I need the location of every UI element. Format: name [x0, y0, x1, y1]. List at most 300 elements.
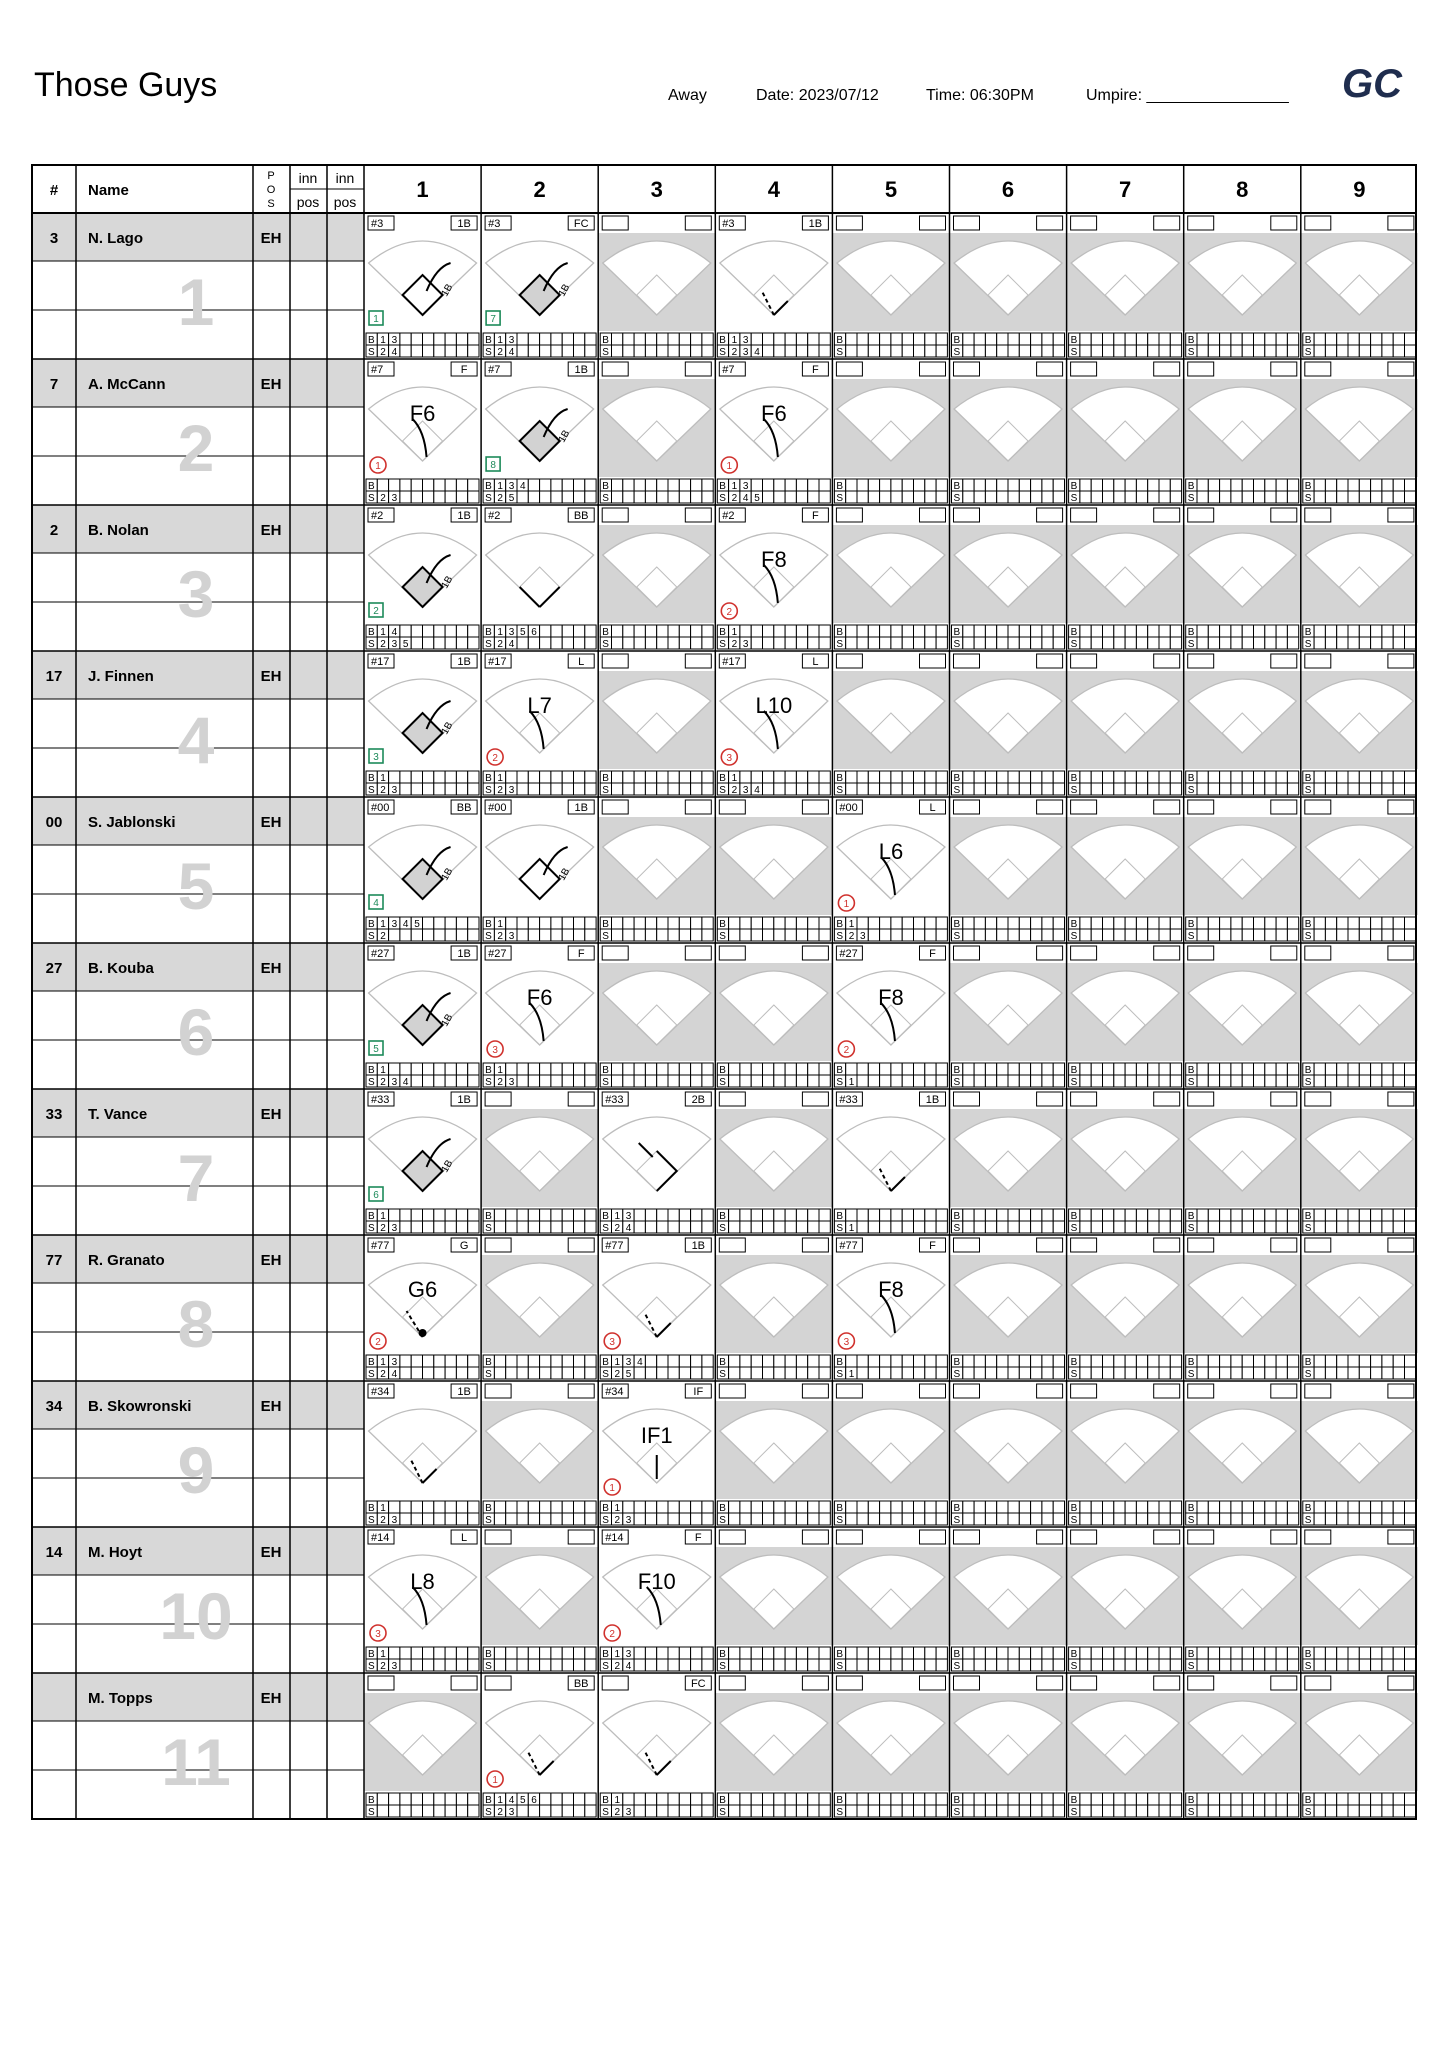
count-box	[668, 783, 679, 795]
count-box	[1220, 1209, 1231, 1221]
count-box	[400, 1367, 411, 1379]
count-box	[808, 917, 819, 929]
count-box	[1359, 1209, 1370, 1221]
count-box	[456, 479, 467, 491]
count-box	[528, 333, 539, 345]
count-box	[751, 1501, 762, 1513]
strike-label: S	[719, 931, 726, 942]
strike-label: S	[953, 1807, 961, 1818]
count-box	[574, 1209, 585, 1221]
count-box	[808, 1659, 819, 1671]
count-box	[936, 1793, 947, 1805]
count-box	[585, 1793, 596, 1805]
out-number: 3	[843, 1337, 850, 1348]
run-number: 7	[490, 314, 496, 325]
count-box	[445, 625, 456, 637]
count-box	[1220, 333, 1231, 345]
player-number: 77	[45, 1252, 63, 1269]
count-box	[668, 625, 679, 637]
count-box	[1125, 479, 1136, 491]
count-box	[494, 1647, 505, 1659]
at-bat-cell	[1301, 651, 1418, 797]
count-box	[585, 1659, 596, 1671]
count-box	[1325, 1367, 1336, 1379]
player-name: M. Topps	[88, 1690, 153, 1707]
ball-label: B	[602, 1795, 609, 1806]
count-box	[868, 1793, 879, 1805]
count-box	[1091, 625, 1102, 637]
count-box	[751, 917, 762, 929]
count-box	[774, 783, 785, 795]
count-box	[585, 637, 596, 649]
count-box	[936, 1063, 947, 1075]
count-box	[1170, 1221, 1181, 1233]
count-box	[1254, 1501, 1265, 1513]
count-box	[1220, 1355, 1231, 1367]
result-code: BB	[573, 1678, 589, 1690]
count-box	[1114, 345, 1125, 357]
count-box	[1325, 1355, 1336, 1367]
count-box	[691, 637, 702, 649]
count-box	[400, 333, 411, 345]
batter-box	[719, 1238, 745, 1252]
at-bat-cell	[832, 505, 949, 651]
count-box	[1125, 1659, 1136, 1671]
strike-label: S	[485, 1369, 492, 1380]
count-box	[1405, 625, 1416, 637]
strike-label: S	[602, 639, 609, 650]
count-box	[1371, 1367, 1382, 1379]
batter-number: #14	[371, 1532, 390, 1544]
count-box	[1359, 1063, 1370, 1075]
ball-label: B	[485, 1503, 492, 1514]
strike-count: 2	[497, 785, 503, 796]
count-box	[1405, 1501, 1416, 1513]
at-bat-cell	[1184, 1381, 1301, 1527]
player-position: EH	[260, 230, 282, 247]
out-number: 3	[726, 753, 733, 764]
ball-label: B	[1304, 1795, 1312, 1806]
count-box	[868, 1805, 879, 1817]
count-box	[1382, 1501, 1393, 1513]
count-box	[423, 929, 434, 941]
count-box	[1031, 1513, 1042, 1525]
count-box	[936, 345, 947, 357]
count-box	[528, 1075, 539, 1087]
ball-label: B	[953, 1065, 961, 1076]
count-box	[468, 491, 479, 503]
count-box	[902, 1659, 913, 1671]
count-box	[1031, 929, 1042, 941]
count-box	[774, 1063, 785, 1075]
count-box	[1276, 1367, 1287, 1379]
strike-count: 3	[391, 1661, 398, 1672]
count-box	[445, 345, 456, 357]
count-box	[423, 917, 434, 929]
count-box	[1053, 1805, 1064, 1817]
strike-count: 2	[614, 1661, 621, 1672]
batter-box	[719, 1384, 745, 1398]
count-box	[914, 917, 925, 929]
strike-label: S	[368, 931, 375, 942]
strike-label: S	[368, 493, 375, 504]
count-box	[729, 1805, 740, 1817]
count-box	[423, 491, 434, 503]
count-box	[1208, 917, 1219, 929]
count-box	[702, 1355, 713, 1367]
count-box	[1287, 491, 1298, 503]
count-box	[645, 1513, 656, 1525]
count-box	[1371, 1221, 1382, 1233]
at-bat-cell	[1301, 943, 1418, 1089]
count-box	[551, 479, 562, 491]
count-box	[1231, 771, 1242, 783]
strike-count: 3	[508, 931, 515, 942]
count-box	[574, 625, 585, 637]
count-box	[679, 783, 690, 795]
count-box	[729, 1659, 740, 1671]
count-box	[634, 929, 645, 941]
count-box	[1080, 345, 1091, 357]
at-bat-cell	[832, 797, 949, 943]
count-box	[668, 1647, 679, 1659]
count-box	[808, 1355, 819, 1367]
result-code: FC	[690, 1678, 706, 1690]
strike-label: S	[485, 1077, 492, 1088]
count-box	[1208, 1647, 1219, 1659]
count-box	[914, 1793, 925, 1805]
count-box	[1080, 491, 1091, 503]
at-bat-cell	[364, 943, 481, 1089]
count-box	[796, 625, 807, 637]
count-box	[1337, 1355, 1348, 1367]
count-box	[1125, 1221, 1136, 1233]
count-box	[1053, 1063, 1064, 1075]
count-box	[774, 625, 785, 637]
count-box	[400, 1513, 411, 1525]
count-box	[1159, 917, 1170, 929]
count-box	[846, 783, 857, 795]
result-box	[1388, 508, 1414, 522]
count-box	[880, 783, 891, 795]
count-box	[411, 1513, 422, 1525]
count-box	[445, 1367, 456, 1379]
count-box	[997, 1647, 1008, 1659]
count-box	[846, 345, 857, 357]
count-box	[645, 1647, 656, 1659]
count-box	[1287, 917, 1298, 929]
count-box	[411, 491, 422, 503]
count-box	[528, 345, 539, 357]
count-box	[1008, 783, 1019, 795]
count-box	[400, 771, 411, 783]
count-box	[997, 1805, 1008, 1817]
count-box	[574, 1075, 585, 1087]
base-note: 1B	[556, 428, 573, 445]
count-box	[763, 637, 774, 649]
play-code: F6	[761, 401, 787, 426]
count-box	[1254, 771, 1265, 783]
count-box	[774, 917, 785, 929]
count-box	[868, 1075, 879, 1087]
player-row-band	[32, 1381, 364, 1429]
count-box	[1359, 637, 1370, 649]
count-box	[634, 771, 645, 783]
count-box	[517, 1513, 528, 1525]
count-box	[857, 917, 868, 929]
batting-order-number: 4	[177, 703, 215, 777]
count-box	[1393, 345, 1404, 357]
count-box	[562, 479, 573, 491]
count-box	[1405, 1367, 1416, 1379]
count-box	[1254, 479, 1265, 491]
count-box	[819, 479, 830, 491]
count-box	[668, 1075, 679, 1087]
batter-box	[602, 654, 628, 668]
count-box	[400, 1647, 411, 1659]
count-box	[574, 917, 585, 929]
count-box	[1148, 1659, 1159, 1671]
count-box	[925, 1793, 936, 1805]
count-box	[1031, 491, 1042, 503]
count-box	[468, 1355, 479, 1367]
strike-label: S	[1187, 493, 1195, 504]
count-box	[1265, 479, 1276, 491]
strike-label: S	[485, 639, 492, 650]
count-box	[1080, 333, 1091, 345]
player-number: 27	[45, 960, 63, 977]
count-box	[411, 929, 422, 941]
result-code: 1B	[691, 1240, 706, 1252]
count-box	[377, 479, 388, 491]
count-box	[423, 1355, 434, 1367]
count-box	[751, 1209, 762, 1221]
strike-label: S	[1304, 639, 1312, 650]
count-box	[1348, 345, 1359, 357]
count-box	[1242, 783, 1253, 795]
count-box	[1393, 917, 1404, 929]
batting-order-number: 3	[177, 557, 215, 631]
count-box	[456, 1513, 467, 1525]
strike-count: 2	[614, 1515, 621, 1526]
count-box	[562, 1659, 573, 1671]
count-box	[623, 771, 634, 783]
game-date: Date: 2023/07/12	[756, 87, 879, 104]
count-box	[751, 1793, 762, 1805]
count-box	[562, 783, 573, 795]
count-box	[857, 1221, 868, 1233]
count-box	[936, 1647, 947, 1659]
count-box	[1053, 783, 1064, 795]
count-box	[1125, 1355, 1136, 1367]
batter-box	[954, 654, 980, 668]
count-box	[1314, 1501, 1325, 1513]
count-box	[1393, 1659, 1404, 1671]
count-box	[1371, 917, 1382, 929]
count-box	[1125, 491, 1136, 503]
count-box	[1265, 1647, 1276, 1659]
count-box	[1114, 1209, 1125, 1221]
count-box	[1337, 1805, 1348, 1817]
count-box	[1325, 1805, 1336, 1817]
ball-count: 1	[614, 1795, 621, 1806]
count-box	[540, 637, 551, 649]
count-box	[612, 1075, 623, 1087]
result-box	[1388, 800, 1414, 814]
strike-count: 3	[508, 1807, 515, 1818]
count-box	[1080, 771, 1091, 783]
count-box	[1019, 1659, 1030, 1671]
count-box	[1325, 625, 1336, 637]
count-box	[1042, 479, 1053, 491]
at-bat-cell	[1184, 1235, 1301, 1381]
count-box	[1242, 625, 1253, 637]
at-bat-cell	[1184, 797, 1301, 943]
count-box	[1314, 917, 1325, 929]
count-box	[1382, 1659, 1393, 1671]
strike-label: S	[1070, 1077, 1078, 1088]
count-box	[691, 625, 702, 637]
count-box	[1382, 917, 1393, 929]
count-box	[702, 1221, 713, 1233]
count-box	[1103, 929, 1114, 941]
count-box	[1159, 929, 1170, 941]
count-box	[740, 1063, 751, 1075]
count-box	[562, 1501, 573, 1513]
count-box	[751, 1659, 762, 1671]
count-box	[1337, 1367, 1348, 1379]
count-box	[1031, 1355, 1042, 1367]
ball-count: 1	[614, 1503, 621, 1514]
count-box	[1276, 1793, 1287, 1805]
count-box	[400, 1209, 411, 1221]
count-box	[785, 479, 796, 491]
strike-label: S	[719, 1077, 726, 1088]
strike-label: S	[368, 1077, 375, 1088]
count-box	[1325, 1793, 1336, 1805]
count-box	[1337, 1793, 1348, 1805]
count-box	[528, 1221, 539, 1233]
count-box	[1359, 1075, 1370, 1087]
ball-label: B	[485, 773, 492, 784]
count-box	[902, 333, 913, 345]
player-position: EH	[260, 960, 282, 977]
count-box	[574, 1367, 585, 1379]
count-box	[1159, 491, 1170, 503]
count-box	[1265, 1075, 1276, 1087]
count-box	[1148, 333, 1159, 345]
count-box	[963, 783, 974, 795]
at-bat-cell	[1184, 943, 1301, 1089]
count-box	[517, 1221, 528, 1233]
count-box	[574, 1501, 585, 1513]
ball-label: B	[836, 627, 844, 638]
ball-label: B	[368, 1795, 375, 1806]
count-box	[702, 929, 713, 941]
at-bat-cell	[481, 359, 598, 505]
count-box	[468, 625, 479, 637]
count-box	[729, 917, 740, 929]
count-box	[679, 1355, 690, 1367]
count-box	[808, 1063, 819, 1075]
count-box	[857, 1647, 868, 1659]
count-box	[1337, 783, 1348, 795]
ball-label: B	[836, 1211, 844, 1222]
count-box	[585, 1647, 596, 1659]
count-box	[400, 479, 411, 491]
count-box	[1053, 1647, 1064, 1659]
count-box	[1265, 1501, 1276, 1513]
count-box	[1159, 637, 1170, 649]
count-box	[1276, 1647, 1287, 1659]
count-box	[1019, 929, 1030, 941]
count-box	[1114, 1063, 1125, 1075]
ball-label: B	[602, 627, 609, 638]
count-box	[691, 917, 702, 929]
count-box	[796, 1501, 807, 1513]
count-box	[1114, 1367, 1125, 1379]
count-box	[1031, 1367, 1042, 1379]
batter-number: #2	[488, 510, 501, 522]
count-box	[880, 479, 891, 491]
count-box	[819, 345, 830, 357]
count-box	[691, 783, 702, 795]
count-box	[657, 1659, 668, 1671]
at-bat-cell	[1184, 1527, 1301, 1673]
ball-label: B	[1187, 1649, 1195, 1660]
at-bat-cell	[1301, 1381, 1418, 1527]
count-box	[456, 1659, 467, 1671]
count-box	[1287, 771, 1298, 783]
count-box	[434, 625, 445, 637]
count-box	[1080, 1805, 1091, 1817]
strike-label: S	[1070, 493, 1078, 504]
strike-label: S	[836, 1661, 844, 1672]
count-box	[974, 345, 985, 357]
ball-label: B	[719, 1065, 726, 1076]
count-box	[423, 1209, 434, 1221]
ball-count: 1	[731, 335, 738, 346]
strike-label: S	[602, 931, 609, 942]
count-box	[528, 771, 539, 783]
strike-label: S	[368, 785, 375, 796]
batter-box	[1305, 1676, 1331, 1690]
count-box	[679, 479, 690, 491]
count-box	[445, 1221, 456, 1233]
player-row-band	[32, 1527, 364, 1575]
ball-label: B	[1070, 919, 1078, 930]
ball-label: B	[953, 1211, 961, 1222]
count-box	[1053, 1513, 1064, 1525]
strike-label: S	[485, 1661, 492, 1672]
ball-label: B	[1070, 773, 1078, 784]
count-box	[1208, 929, 1219, 941]
result-code: 1B	[457, 1094, 471, 1106]
count-box	[634, 1793, 645, 1805]
count-box	[517, 333, 528, 345]
count-box	[506, 1501, 517, 1513]
count-box	[1114, 1221, 1125, 1233]
count-box	[411, 1209, 422, 1221]
count-box	[551, 625, 562, 637]
count-box	[1276, 1355, 1287, 1367]
count-box	[1197, 1367, 1208, 1379]
count-box	[1159, 1221, 1170, 1233]
count-box	[540, 1805, 551, 1817]
result-box	[802, 800, 828, 814]
count-box	[819, 1355, 830, 1367]
at-bat-cell	[364, 1673, 481, 1819]
